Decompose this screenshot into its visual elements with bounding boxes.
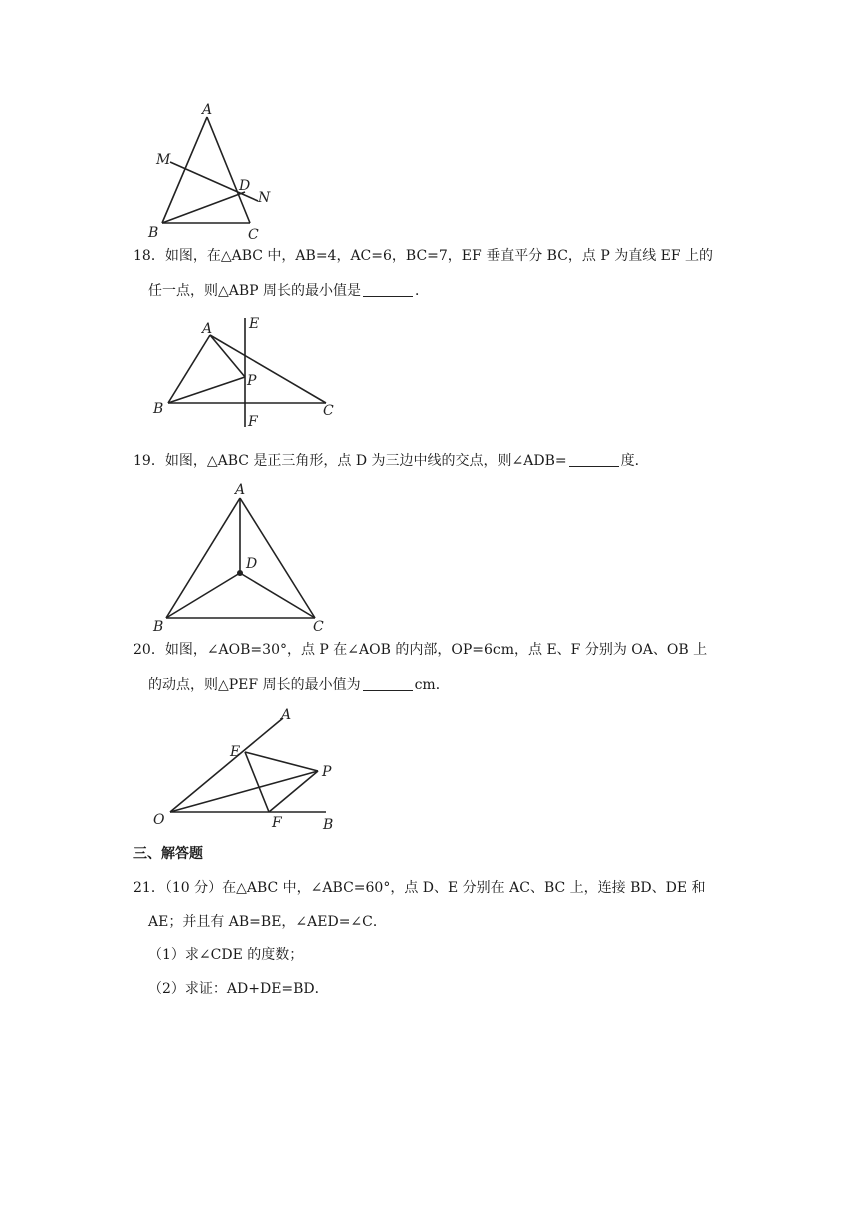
q20-text-end: cm． [414,677,450,693]
segment-ab [166,498,240,618]
q18-line2 [148,281,429,301]
segment-op [170,771,318,812]
q21-part2: （2）求证：AD+DE=BD． [148,981,329,997]
q18-text-line1: 如图，在△ABC 中，AB=4，AC=6，BC=7，EF 垂直平分 BC，点 P 为直线 EF 上的 [164,248,714,264]
q20-line1 [133,640,707,660]
label-a: A [202,321,213,337]
label-e: E [249,316,260,332]
q21-number: 21． [133,880,165,896]
segment-ap [210,335,245,377]
q19-line1 [133,451,649,471]
label-b: B [323,817,334,833]
label-a: A [202,102,213,118]
segment-cd [240,573,315,618]
label-n: N [258,190,271,206]
label-m: M [156,152,171,168]
segment-ab [162,117,207,223]
segment-ac [207,117,250,223]
segment-ab [168,335,210,403]
q20-text-line2: 的动点，则△PEF 周长的最小值为 [148,677,361,693]
label-a: A [235,482,246,498]
q20-line2 [148,675,450,695]
q19-number: 19． [133,453,165,469]
segment-bd [162,192,245,223]
figure-17 [140,100,290,245]
q18-answer-blank[interactable] [363,282,413,297]
label-d: D [246,556,258,572]
q20-number: 20． [133,642,165,658]
label-c: C [313,619,324,635]
q18-text-end: ． [415,283,430,299]
q19-text-end: 度． [620,453,649,469]
segment-ep [245,752,318,771]
point-d [237,570,243,576]
q19-text-line1: 如图，△ABC 是正三角形，点 D 为三边中线的交点，则∠ADB= [164,453,567,469]
q20-answer-blank[interactable] [363,676,413,691]
label-a: A [281,707,292,723]
label-b: B [153,401,164,417]
figure-19 [150,478,340,633]
label-o: O [153,812,165,828]
label-c: C [323,403,334,419]
q19-answer-blank[interactable] [569,452,619,467]
label-p: P [247,373,257,389]
label-b: B [148,225,159,241]
label-d: D [239,178,251,194]
q20-text-line1: 如图，∠AOB=30°，点 P 在∠AOB 的内部，OP=6cm，点 E、F 分别为 OA、OB 上 [164,642,708,658]
figure-18 [148,315,348,430]
label-f: F [248,414,258,430]
q21-part1: （1）求∠CDE 的度数； [148,947,304,963]
section-heading: 三、解答题 [133,846,203,862]
q18-line1 [133,246,713,266]
q18-number: 18． [133,248,165,264]
label-f: F [272,815,282,831]
segment-bp [168,377,245,403]
q21-line2: AE；并且有 AB=BE，∠AED=∠C． [148,914,387,930]
figure-20 [148,705,348,835]
label-c: C [248,227,259,243]
segment-bd [166,573,240,618]
q18-text-line2: 任一点，则△ABP 周长的最小值是 [148,283,362,299]
q21-line1 [133,878,706,898]
ray-oa [170,718,283,812]
segment-ef [245,752,269,812]
segment-ac [210,335,326,403]
label-b: B [153,619,164,635]
q21-text-line1: （10 分）在△ABC 中，∠ABC=60°，点 D、E 分别在 AC、BC 上，连接 BD、DE 和 [164,880,706,896]
label-p: P [322,764,332,780]
label-e: E [230,744,241,760]
